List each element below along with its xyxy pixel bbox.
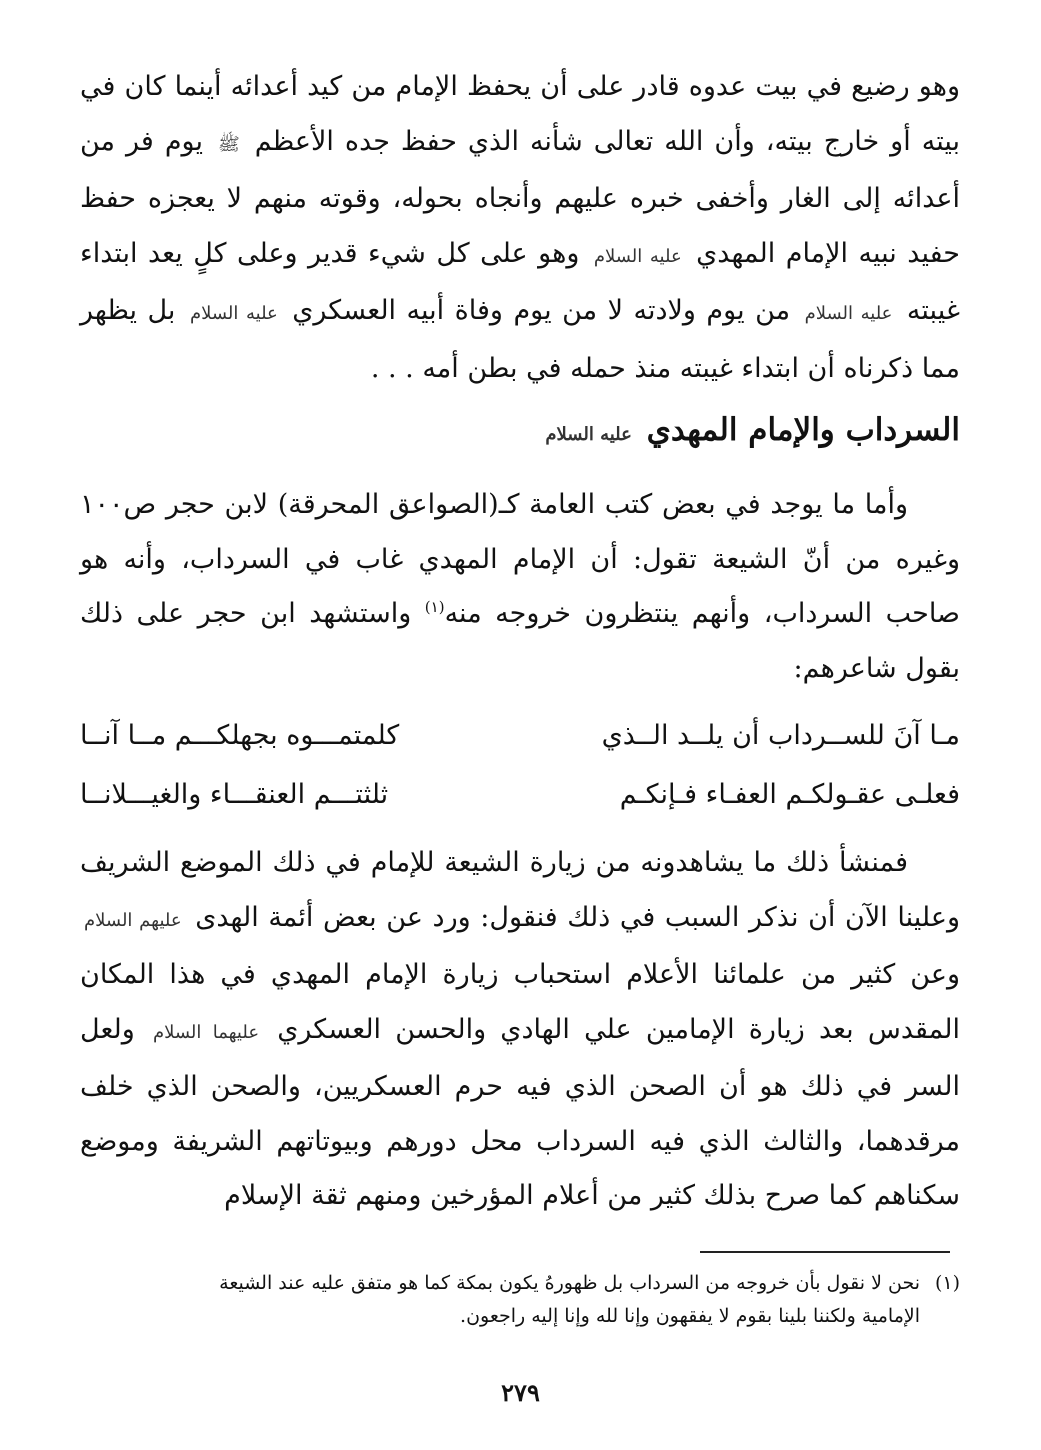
paragraph-3-text-b: وعن كثير من علمائنا الأعلام استحباب زيارة الإمام المهدي في هذا المكان المقدس بعد زيارة الإمامين علي الهادي والحسن العسكري bbox=[80, 959, 961, 1045]
footnote-text-1: نحن لا نقول بأن خروجه من السرداب بل ظهورهُ يكون بمكة كما هو متفق عليه عند الشيعة bbox=[219, 1272, 920, 1294]
footnote bbox=[80, 1267, 960, 1333]
honorific-mark: عليهم السلام bbox=[84, 909, 182, 931]
verse-2-first-hemistich: فعلـى عقـولكـم العفـاء فـإنكـم bbox=[619, 779, 960, 810]
footnote-separator bbox=[700, 1251, 950, 1253]
honorific-mark: عليه السلام bbox=[545, 424, 632, 445]
paragraph-3-text-c: ولعل السر في ذلك هو أن الصحن الذي فيه حرم العسكريين، والصحن الذي خلف مرقدهما، والثالث الذي فيه السرداب محل دورهم وبيوتاتهم الشريفة وموضع سكناهم كما صرح بذلك كثير من أعلام المؤرخين ومنهم ثقة الإسلام bbox=[80, 1013, 960, 1211]
paragraph-2-text-a: وأما ما يوجد في بعض كتب العامة كـ(الصواعق المحرقة) لابن حجر ص١٠٠ وغيره من أنّ الشيعة تقول: أن الإمام المهدي غاب في السرداب، وأنه هو صاحب السرداب، وأنهم ينتظرون خروجه منه bbox=[80, 489, 960, 629]
footnote-text-2: الإمامية ولكننا بلينا بقوم لا يفقهون وإنا لله وإنا إليه راجعون. bbox=[460, 1305, 920, 1327]
verse-2-second-hemistich: ثلثتـــم العنقـــاء والغيـــلانــا bbox=[80, 779, 389, 810]
paragraph-1-text-c: وهو على كل شيء قدير وعلى كلٍ يعد ابتداء غيبته bbox=[80, 237, 960, 326]
section-heading bbox=[80, 410, 960, 455]
honorific-mark: ﷺ bbox=[218, 133, 240, 155]
verse-1-second-hemistich: كلمتمـــوه بجهلكـــم مــا آنــا bbox=[80, 720, 400, 751]
verse-1-first-hemistich: مـا آنَ للســرداب أن يلــد الــذي bbox=[601, 720, 960, 751]
page-number: ٢٧٩ bbox=[501, 1378, 540, 1407]
footnote-line-1 bbox=[80, 1267, 960, 1300]
paragraph-3-text-a: فمنشأ ذلك ما يشاهدونه من زيارة الشيعة للإمام في ذلك الموضع الشريف وعلينا الآن أن نذكر السبب في ذلك فنقول: ورد عن بعض أئمة الهدى bbox=[80, 847, 960, 933]
footnote-line-2 bbox=[80, 1300, 960, 1333]
honorific-mark: عليه السلام bbox=[189, 303, 278, 324]
paragraph-1-text-d: من يوم ولادته لا من يوم وفاة أبيه العسكري bbox=[292, 295, 791, 326]
poem-verse-1 bbox=[80, 716, 960, 756]
section-title: السرداب والإمام المهدي bbox=[646, 412, 960, 448]
paragraph-1-text-a: وهو رضيع في بيت عدوه قادر على أن يحفظ الإمام من كيد أعدائه أينما كان في بيته أو خارج بيته، وأن الله تعالى شأنه الذي حفظ جده الأعظم bbox=[80, 71, 961, 157]
paragraph-1-text-e: بل يظهر مما ذكرناه أن ابتداء غيبته منذ حمله في بطن أمه . . . bbox=[80, 295, 960, 384]
footnote-marker[interactable]: (١) bbox=[424, 598, 445, 616]
honorific-mark: عليه السلام bbox=[593, 245, 682, 267]
paragraph-3 bbox=[80, 836, 960, 1224]
honorific-mark: عليه السلام bbox=[804, 303, 893, 324]
paragraph-1-text-b: يوم فر من أعدائه إلى الغار وأخفى خبره عليهم وأنجاه بحوله، وقوته منهم لا يعجزه حفظ حفيد نبيه الإمام المهدي bbox=[80, 125, 960, 269]
paragraph-2 bbox=[80, 478, 960, 696]
honorific-mark: عليهما السلام bbox=[152, 1021, 260, 1043]
footnote-number: (١) bbox=[934, 1272, 960, 1294]
poem-verse-2 bbox=[80, 775, 960, 815]
paragraph-2-text-b: واستشهد ابن حجر على ذلك بقول شاعرهم: bbox=[80, 598, 960, 684]
paragraph-1 bbox=[80, 60, 960, 396]
